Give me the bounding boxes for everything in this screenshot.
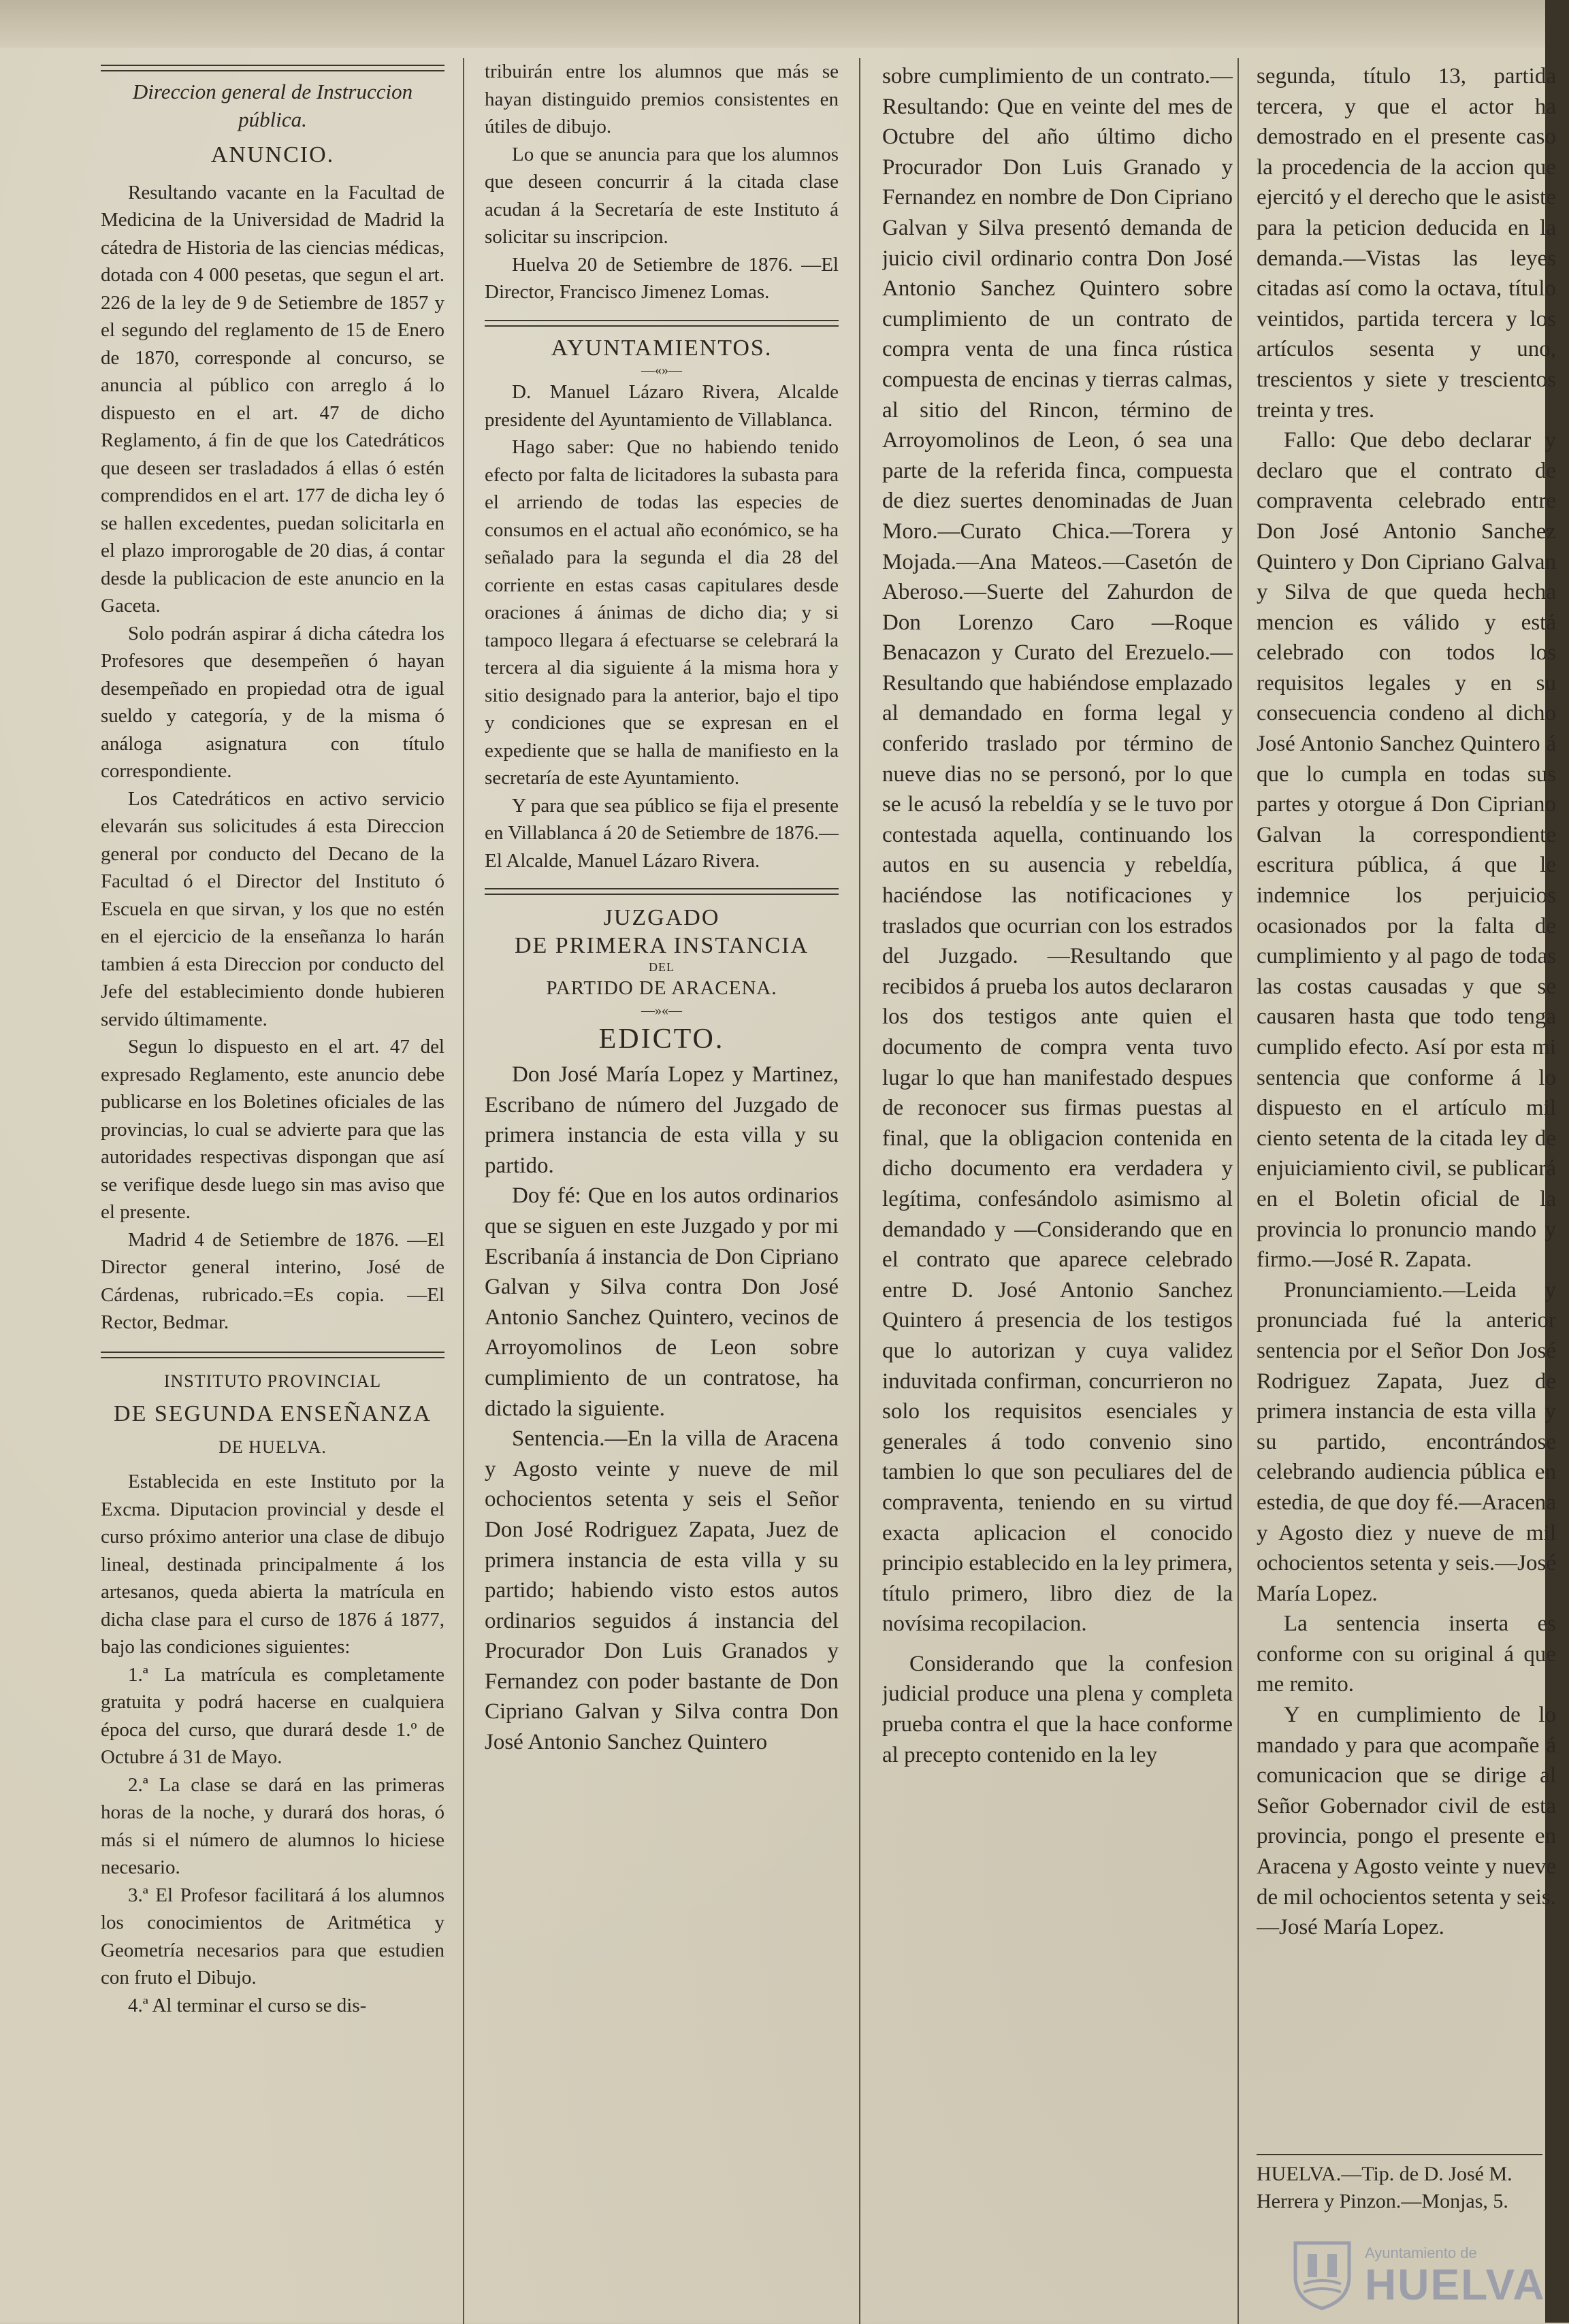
paragraph: 1.ª La matrícula es completamente gratuita y podrá hacerse en cualquiera época del curso, que durará desde 1.º de Octubre á 31 de Mayo. <box>101 1663 444 1768</box>
column-3 <box>882 61 1233 2307</box>
column-divider-1 <box>463 58 464 2324</box>
ornament: —«»— <box>641 363 682 378</box>
paragraph: 3.ª El Profesor facilitará á los alumnos los conocimientos de Aritmética y Geometría necesarios para que estudien con fruto el Dibujo. <box>101 1884 444 1989</box>
printer-imprint: HUELVA.—Tip. de D. José M. Herrera y Pinzon.—Monjas, 5. <box>1257 2163 1513 2212</box>
section-title: Direccion general de Instruccion pública. <box>132 80 413 131</box>
paragraph: Segun lo dispuesto en el art. 47 del expresado Reglamento, este anuncio debe publicarse en los Boletines oficiales de las provincias, lo cual se advierte para que las autoridades respectivas dispongan que así se verifique desde luego sin mas aviso que el presente. <box>101 1036 444 1223</box>
paragraph: 4.ª Al terminar el curso se dis- <box>128 1994 367 2016</box>
paragraph: Madrid 4 de Setiembre de 1876. —El Director general interino, José de Cárdenas, rubricado.=Es copia. —El Rector, Bedmar. <box>101 1228 444 1333</box>
paragraph: Los Catedráticos en activo servicio elevarán sus solicitudes á esta Direccion general por conducto del Decano de la Facultad ó el Director del Instituto ó Escuela en que sirvan, y los que no estén en el ejercicio de la enseñanza lo harán tambien á esta Direccion por conducto del Jefe del establecimiento donde hubieren servido últimamente. <box>101 787 444 1030</box>
paragraph: tribuirán entre los alumnos que más se hayan distinguido premios consistentes en útiles de dibujo. <box>485 61 839 137</box>
paragraph: segunda, título 13, partida tercera, y que el actor ha demostrado en el presente caso la procedencia de la accion que ejercitó y el derecho que le asiste para la peticion deducida en la demanda.—Vistas las leyes citadas así como la octava, título veintidos, partida tercera y los artículos sesenta y uno, trescientos y siete y trescientos treinta y tres. <box>1257 64 1556 423</box>
paragraph: Solo podrán aspirar á dicha cátedra los Profesores que desempeñen ó hayan desempeñado en propiedad otra de igual sueldo y categoría, y de la misma ó análoga asignatura con título correspondiente. <box>101 622 444 782</box>
paragraph: Resultando vacante en la Facultad de Medicina de la Universidad de Madrid la cátedra de Historia de las ciencias médicas, dotada con 4 000 pesetas, que segun el art. 226 de la ley de 9 de Setiembre de 1857 y el segundo del reglamento de 15 de Enero de 1870, corresponde al concurso, se anuncia al público con arreglo á lo dispuesto en el art. 47 de dicho Reglamento, á fin de que los Catedráticos que deseen ser trasladados á ellas ó estén comprendidos en el art. 177 de dicha ley ó se hallen excedentes, puedan solicitarla en el plazo improrogable de 20 dias, á contar desde la publicacion de este anuncio en la Gaceta. <box>101 181 444 617</box>
column-divider-2 <box>859 58 860 2324</box>
institute-heading: DE HUELVA. <box>219 1437 327 1457</box>
paragraph: Establecida en este Instituto por la Excma. Diputacion provincial y desde el curso próximo anterior una clase de dibujo lineal, destinada principalmente á los artesanos, queda abierta la matrícula en dicha clase para el curso de 1876 á 1877, bajo las condiciones siguientes: <box>101 1471 444 1658</box>
watermark-subtitle: Ayuntamiento de <box>1365 2244 1477 2261</box>
rule <box>485 888 839 895</box>
page-top-edge <box>0 0 1569 48</box>
paragraph: Y para que sea público se fija el presente en Villablanca á 20 de Setiembre de 1876.—El Alcalde, Manuel Lázaro Rivera. <box>485 794 839 872</box>
edicto-heading: EDICTO. <box>598 1023 725 1055</box>
paragraph: Y en cumplimiento de lo mandado y para que acompañe á comunicacion que se dirige al Señor Gobernador civil de esta provincia, pongo el presente en Aracena y Agosto veinte y nueve de mil ochocientos setenta y seis.—José María Lopez. <box>1257 1703 1556 1940</box>
juzgado-heading: DE PRIMERA INSTANCIA <box>514 932 809 958</box>
column-2 <box>485 58 839 2324</box>
column-1 <box>101 58 444 2113</box>
paragraph: Fallo: Que debo declarar y declaro que el contrato de compraventa celebrado entre Don José Antonio Sanchez Quintero y Don Cipriano Galvan y Silva de que queda hecha mencion es válido y está celebrado con todos los requisitos legales y en su consecuencia condeno al dicho José Antonio Sanchez Quintero á que lo cumpla en todas sus partes y otorgue á Don Cipriano Galvan la correspondiente escritura pública, á que le indemnice los perjuicios ocasionados por la falta de cumplimiento y al pago de todas las costas causadas y que se causaren hasta que todo tenga cumplido efecto. Así por esta mi sentencia que conforme á lo dispuesto en el artículo mil ciento setenta de la citada ley de enjuiciamiento civil, se publicará en el Boletin oficial de la provincia lo pronuncio mando y firmo.—José R. Zapata. <box>1257 428 1556 1273</box>
archive-watermark <box>1290 2232 1562 2314</box>
institute-heading: INSTITUTO PROVINCIAL <box>163 1371 382 1391</box>
paragraph: Don José María Lopez y Martinez, Escribano de número del Juzgado de primera instancia de esta villa y su partido. <box>485 1062 839 1178</box>
paragraph: La sentencia inserta es conforme con su original á que me remito. <box>1257 1611 1556 1697</box>
paragraph: Pronunciamiento.—Leida y pronunciada fué la anterior sentencia por el Señor Don José Rodriguez Zapata, Juez de primera instancia de esta villa y su partido, encontrándose celebrando audiencia pública en estedia, de que doy fé.—Aracena y Agosto diez y nueve de mil ochocientos setenta y seis.—José María Lopez. <box>1257 1277 1556 1606</box>
paragraph: Hago saber: Que no habiendo tenido efecto por falta de licitadores la subasta para el arriendo de todas las especies de consumos en el actual año económico, se ha señalado para la segunda el dia 28 del corriente en estas casas capitulares desde oraciones á ánimas de dicho dia; y si tampoco llegara á efectuarse se celebrará la tercera al dia siguiente á la misma hora y sitio designado para la anterior, bajo el tipo y condiciones que se expresan en el expediente que se halla de manifiesto en la secretaría de este Ayuntamiento. <box>485 436 839 789</box>
paragraph: D. Manuel Lázaro Rivera, Alcalde presidente del Ayuntamiento de Villablanca. <box>485 381 839 431</box>
juzgado-heading: PARTIDO DE ARACENA. <box>546 977 777 999</box>
institute-heading: DE SEGUNDA ENSEÑANZA <box>114 1401 432 1426</box>
paragraph: Doy fé: Que en los autos ordinarios que se siguen en este Juzgado y por mi Escribanía á instancia de Don Cipriano Galvan y Silva contra Don José Antonio Sanchez Quintero, vecinos de Arroyomolinos de Leon sobre cumplimiento de un contratose, ha dictado la siguiente. <box>485 1183 839 1421</box>
city-shield-icon <box>1290 2239 1355 2310</box>
paragraph: sobre cumplimiento de un contrato.—Resultando: Que en veinte del mes de Octubre del año último dicho Procurador Don Luis Granado y Fernandez en nombre de Don Cipriano Galvan y Silva presentó demanda de juicio civil ordinario contra Don José Antonio Sanchez Quintero sobre cumplimiento de un contrato de compra venta de una finca rústica compuesta de encinas y tierras calmas, al sitio del Rincon, término de Arroyomolinos de Leon, ó sea una parte de la referida finca, compuesta de diez suertes denominadas de Juan Moro.—Curato Chica.—Torera y Mojada.—Ana Mateos.—Casetón de Aberoso.—Suerte del Zahurdon de Don Lorenzo Caro —Roque Benacazon y Curato del Erezuelo.—Resultando que habiéndose emplazado al demandado en forma legal y conferido traslado por término de nueve dias no se personó, por lo que se le acusó la rebeldía y se le tuvo por contestada aquella, continuando los autos en su ausencia y rebeldía, haciéndose las notificaciones y traslados que ocurrian con los estrados del Juzgado. —Resultando que recibidos á prueba los autos declararon los dos testigos ante quien el documento de compra venta tuvo lugar lo que han manifestado despues de reconocer sus firmas puestas al final, que la obligacion contenida en dicho documento era verdadera y legítima, confesándolo asimismo al demandado y —Considerando que en el contrato que aparece celebrado entre D. José Antonio Sanchez Quintero á presencia de los testigos que lo autorizan y cuya validez induvitada confirman, concurrieron no solo los requisitos esenciales y generales á todo convenio sino tambien lo que son peculiares del de compraventa, teniendo en su virtud exacta aplicacion el conocido principio establecido en la ley primera, título primero, libro diez de la novísima recopilacion. <box>882 64 1233 1637</box>
ayuntamientos-heading: AYUNTAMIENTOS. <box>551 335 773 361</box>
juzgado-heading: JUZGADO <box>603 905 720 930</box>
column-4 <box>1257 61 1556 2307</box>
rule <box>485 320 839 327</box>
paragraph: Considerando que la confesion judicial produce una plena y completa prueba contra el que la hace conforme al precepto contenido en la ley <box>882 1651 1233 1767</box>
column-divider-3 <box>1238 58 1239 2324</box>
rule <box>101 1352 444 1358</box>
paragraph: 2.ª La clase se dará en las primeras horas de la noche, y durará dos horas, ó más si el número de alumnos lo hiciese necesario. <box>101 1773 444 1878</box>
juzgado-heading: DEL <box>649 960 675 974</box>
paragraph: Huelva 20 de Setiembre de 1876. —El Director, Francisco Jimenez Lomas. <box>485 253 839 303</box>
footer-rule <box>1257 2154 1542 2155</box>
rule <box>101 65 444 71</box>
paragraph: Lo que se anuncia para que los alumnos que deseen concurrir á la citada clase acudan á la Secretaría de este Instituto á solicitar su inscripcion. <box>485 143 839 248</box>
anuncio-heading: ANUNCIO. <box>210 142 335 167</box>
paragraph: Sentencia.—En la villa de Aracena y Agosto veinte y nueve de mil ochocientos setenta y seis el Señor Don José Rodriguez Zapata, Juez de primera instancia de esta villa y su partido; habiendo visto estos autos ordinarios seguidos á instancia del Procurador Don Luis Granados y Fernandez con poder bastante de Don Cipriano Galvan y Silva contra Don José Antonio Sanchez Quintero <box>485 1426 839 1755</box>
ornament: —»«— <box>641 1002 682 1018</box>
watermark-title: HUELVA <box>1365 2260 1546 2309</box>
